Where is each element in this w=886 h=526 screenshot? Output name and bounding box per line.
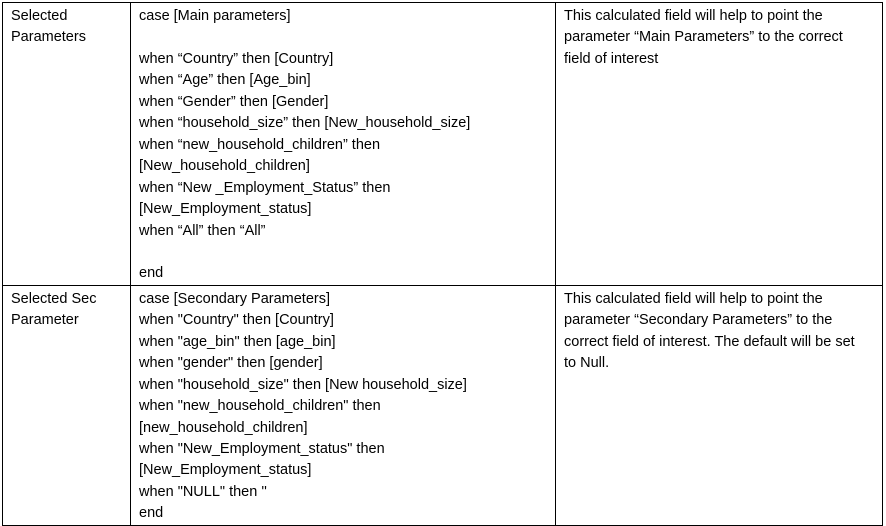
table-row (3, 285, 883, 525)
formula-line: when “New _Employment_Status” then (139, 179, 391, 196)
description-line: to Null. (564, 355, 610, 372)
field-name-line: Parameters (11, 29, 86, 46)
formula-line: end (139, 505, 164, 522)
description-line: This calculated field will help to point the (564, 8, 823, 24)
formula-line: when “Age” then [Age_bin] (139, 72, 311, 89)
field-name-line: Parameter (11, 312, 79, 329)
description-line: parameter “Main Parameters” to the correct (564, 29, 843, 46)
field-name-line: Selected Sec (11, 290, 97, 307)
formula-line: [new_household_children] (139, 419, 308, 436)
formula-line: end (139, 265, 164, 282)
formula-line: when “household_size” then [New_household_size] (139, 115, 471, 132)
formula-line: when "NULL" then '' (139, 483, 267, 500)
formula-line: when “All” then “All” (139, 222, 266, 239)
formula-cell (131, 285, 556, 525)
formula-line: when "Country" then [Country] (139, 312, 334, 329)
formula-line: when "gender" then [gender] (139, 355, 323, 372)
description-cell (556, 285, 883, 525)
formula-line: case [Secondary Parameters] (139, 290, 331, 307)
formula-line: when "age_bin" then [age_bin] (139, 333, 336, 350)
formula-cell (131, 3, 556, 286)
calculated-fields-table (2, 2, 883, 526)
description-line: correct field of interest. The default will be set (564, 333, 855, 350)
field-name-cell (3, 285, 131, 525)
formula-line (139, 242, 547, 263)
formula-line (139, 27, 547, 48)
formula-line: when "New_Employment_status" then (139, 441, 385, 458)
formula-line: when "household_size" then [New household_size] (139, 376, 467, 393)
table-row (3, 3, 883, 286)
formula-line: [New_Employment_status] (139, 201, 312, 218)
field-name-cell (3, 3, 131, 286)
formula-line: when “Country” then [Country] (139, 50, 334, 67)
formula-line: when “new_household_children” then (139, 136, 381, 153)
description-line: parameter “Secondary Parameters” to the (564, 312, 833, 329)
description-line: field of interest (564, 50, 659, 67)
field-name-line: Selected (11, 8, 68, 24)
formula-line: [New_Employment_status] (139, 462, 312, 479)
formula-line: when "new_household_children" then (139, 398, 381, 415)
description-cell (556, 3, 883, 286)
description-line: This calculated field will help to point the (564, 290, 823, 307)
formula-line: case [Main parameters] (139, 8, 291, 24)
formula-line: [New_household_children] (139, 158, 310, 175)
formula-line: when “Gender” then [Gender] (139, 93, 329, 110)
